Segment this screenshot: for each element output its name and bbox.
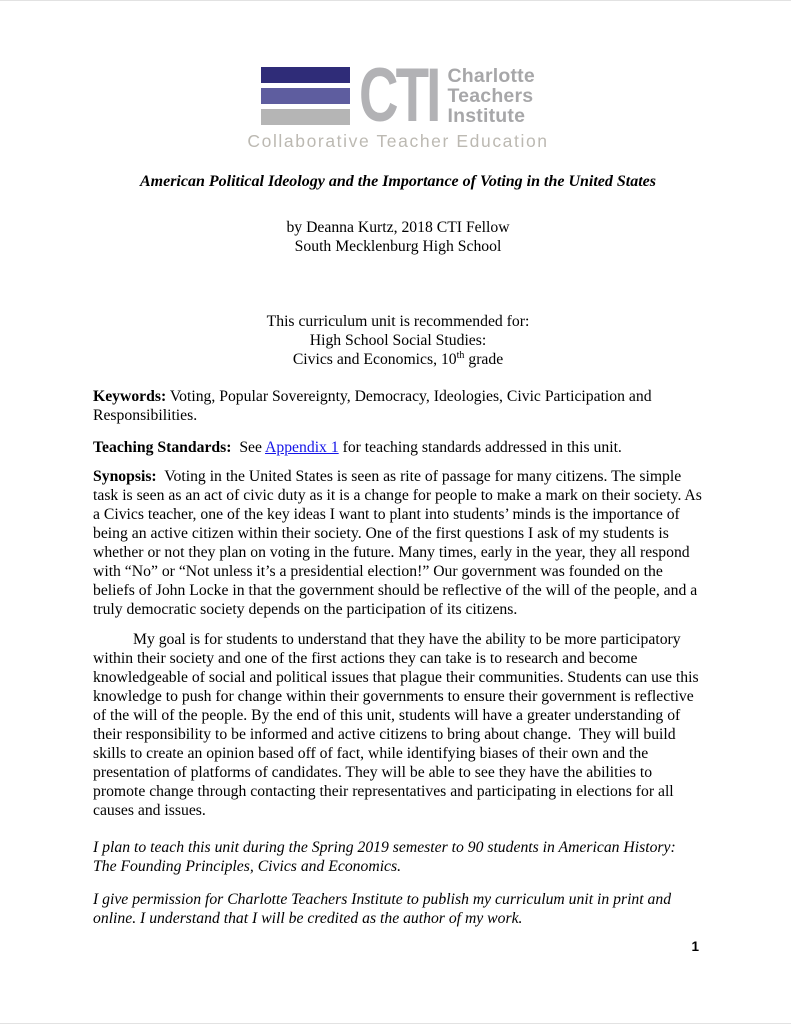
logo-bar-middle	[261, 88, 350, 104]
document-title: American Political Ideology and the Importance of Voting in the United States	[139, 173, 657, 190]
document-content	[93, 1, 703, 928]
grade-superscript: th	[456, 349, 465, 361]
byline	[93, 218, 703, 256]
appendix-1-link[interactable]: Appendix 1	[265, 439, 339, 456]
logo-bar-top	[261, 67, 350, 83]
cti-logo-bars-icon	[261, 67, 350, 125]
institute-name	[448, 66, 535, 126]
goals-paragraph: My goal is for students to understand that they have the ability to be more participatory within their society and one of the first actions they can take is to research and become knowledgeable of social and political issues that plague their communities. Students can use this knowledge to push for change within their governments to ensure their government is reflective of the will of the people. By the end of this unit, students will have a greater understanding of their responsibility to be informed and active citizens to bring about change. They will build skills to create an opinion based off of fact, while identifying biases of their own and the presentation of platforms of candidates. They will be able to see they have the abilities to promote change through contacting their representatives and participating in elections for all causes and issues.	[93, 631, 699, 819]
page-number: 1	[691, 939, 699, 954]
teaching-standards-label: Teaching Standards:	[93, 439, 232, 456]
synopsis-label: Synopsis:	[93, 468, 157, 485]
byline-author: by Deanna Kurtz, 2018 CTI Fellow	[286, 219, 510, 236]
recommended-line1: This curriculum unit is recommended for:	[266, 313, 530, 330]
synopsis-text: Voting in the United States is seen as rite of passage for many citizens. The simple task is seen as an act of civic duty as it is a change for people to make a mark on their society. As a Civics teacher, one of the key ideas I want to plant into students’ minds is the importance of being an active citizen within their society. One of the first questions I ask of my students is whether or not they plan on voting in the future. Many times, early in the year, they all respond with “No” or “Not unless it’s a presidential election!” Our government was founded on the beliefs of John Locke in that the government should be reflective of the will of the people, and a truly democratic society depends on the participation of its citizens.	[93, 468, 702, 618]
keywords-paragraph	[93, 387, 703, 425]
teaching-standards-paragraph: Teaching Standards: See Appendix 1 for teaching standards addressed in this unit.	[93, 439, 622, 456]
byline-school: South Mecklenburg High School	[294, 238, 502, 255]
logo-bar-bottom	[261, 109, 350, 125]
institute-name-line3: Institute	[447, 105, 526, 127]
institute-name-line2: Teachers	[447, 85, 534, 107]
logo-tagline: Collaborative Teacher Education	[247, 131, 549, 151]
cti-logo	[93, 53, 703, 152]
keywords-label: Keywords:	[93, 388, 167, 405]
teaching-plan-statement: I plan to teach this unit during the Spring 2019 semester to 90 students in American History: The Founding Principles, Civics and Economics.	[93, 839, 676, 875]
permission-statement: I give permission for Charlotte Teachers Institute to publish my curriculum unit in print and online. I understand that I will be credited as the author of my work.	[93, 891, 672, 927]
synopsis-paragraph	[93, 467, 703, 619]
recommended-line3: Civics and Economics, 10th grade	[292, 349, 504, 368]
recommended-block	[93, 312, 703, 369]
keywords-text: Voting, Popular Sovereignty, Democracy, Ideologies, Civic Participation and Responsibilities.	[93, 388, 652, 424]
cti-wordmark: CTI	[359, 53, 439, 138]
institute-name-line1: Charlotte	[447, 65, 535, 87]
recommended-line2: High School Social Studies:	[309, 332, 487, 349]
cti-logo-row	[261, 53, 535, 138]
